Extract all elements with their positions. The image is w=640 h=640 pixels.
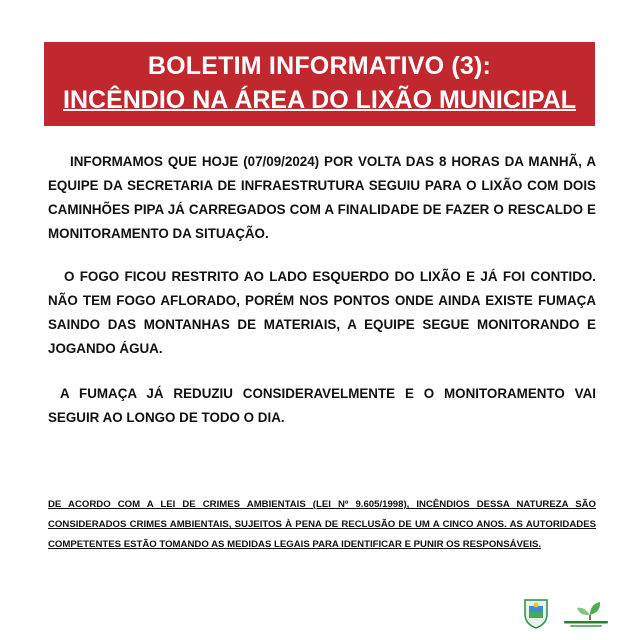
paragraph-smoke: A FUMAÇA JÁ REDUZIU CONSIDERAVELMENTE E O MONITORAMENTO VAI SEGUIR AO LONGO DE TODO O DIA. — [48, 386, 596, 425]
title-banner — [44, 42, 595, 126]
bulletin-title: BOLETIM INFORMATIVO (3): — [147, 52, 492, 80]
paragraph-fire-status: O FOGO FICOU RESTRITO AO LADO ESQUERDO DO LIXÃO E JÁ FOI CONTIDO. NÃO TEM FOGO AFLORADO, PORÉM NOS PONTOS ONDE AINDA EXISTE FUMAÇA SAINDO DAS MONTANHAS DE MATERIAIS, A EQUIPE SEGUE MONITORANDO E JOGANDO ÁGUA. — [48, 269, 596, 356]
bulletin-subtitle: INCÊNDIO NA ÁREA DO LIXÃO MUNICIPAL — [63, 86, 576, 114]
environment-secretariat-icon — [560, 599, 610, 629]
paragraph-intro: INFORMAMOS QUE HOJE (07/09/2024) POR VOLTA DAS 8 HORAS DA MANHÃ, A EQUIPE DA SECRETARIA DE INFRAESTRUTURA SEGUIU PARA O LIXÃO COM DOIS CAMINHÕES PIPA JÁ CARREGADOS COM A FINALIDADE DE FAZER O RESCALDO E MONITORAMENTO DA SITUAÇÃO. — [48, 154, 596, 241]
legal-note: DE ACORDO COM A LEI DE CRIMES AMBIENTAIS (LEI Nº 9.605/1998), INCÊNDIOS DESSA NATUREZA SÃO CONSIDERADOS CRIMES AMBIENTAIS, SUJEITOS À PENA DE RECLUSÃO DE UM A CINCO ANOS. AS AUTORIDADES COMPETENTES ESTÃO TOMANDO AS MEDIDAS LEGAIS PARA IDENTIFICAR E PUNIR OS RESPONSÁVEIS. — [48, 499, 596, 550]
municipal-crest-icon — [522, 597, 550, 629]
footer-logos — [520, 597, 610, 631]
